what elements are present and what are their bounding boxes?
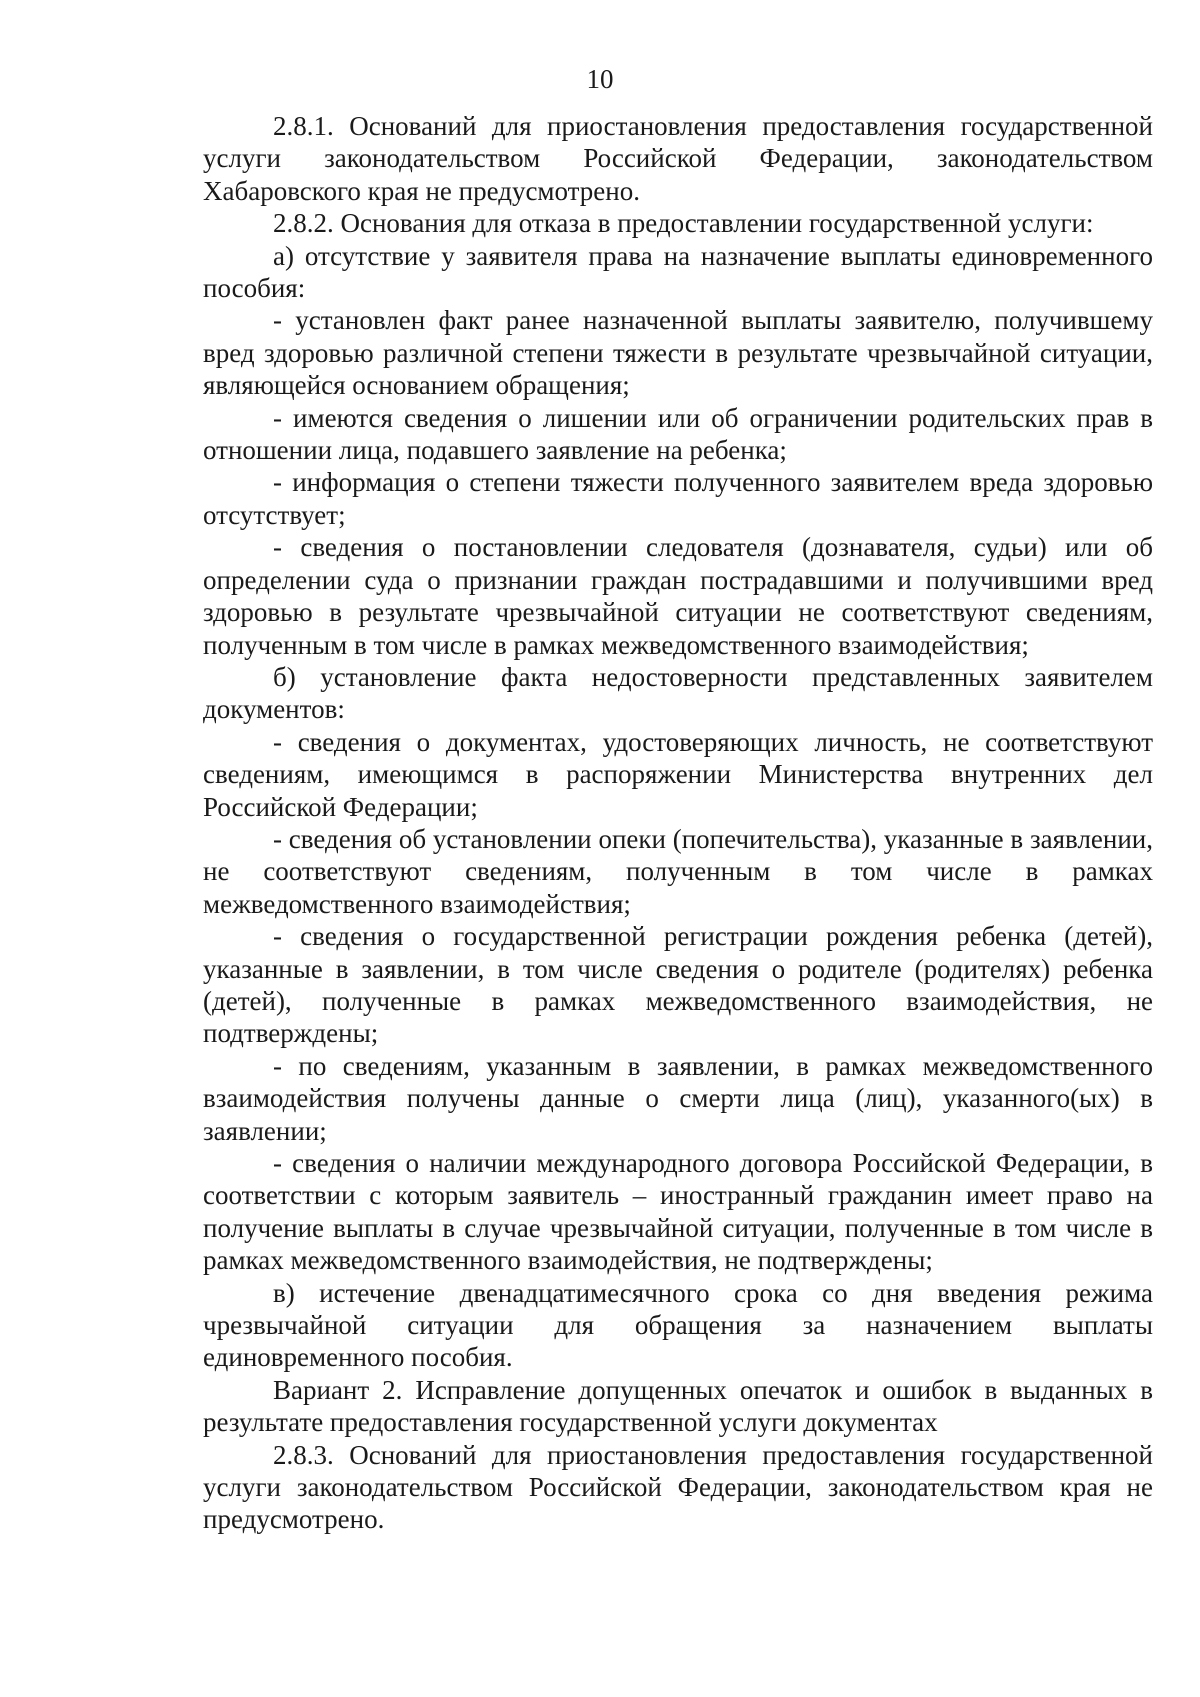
list-item: - информация о степени тяжести полученного заявителем вреда здоровью отсутствует;	[203, 467, 1153, 530]
paragraph-2-8-3: 2.8.3. Оснований для приостановления предоставления государственной услуги законодательством Российской Федерации, законодательством края не предусмотрено.	[203, 1439, 1153, 1535]
paragraph-2-8-1: 2.8.1. Оснований для приостановления предоставления государственной услуги законодательством Российской Федерации, законодательством Хабаровского края не предусмотрено.	[203, 111, 1153, 206]
paragraph-item-b: б) установление факта недостоверности представленных заявителем документов:	[203, 661, 1153, 725]
list-item: - сведения о государственной регистрации рождения ребенка (детей), указанные в заявлении, в том числе сведения о родителе (родителях) ребенка (детей), полученные в рамках межведомственного взаимодействия, не подтверждены;	[203, 921, 1153, 1049]
list-item: - установлен факт ранее назначенной выплаты заявителю, получившему вред здоровью различной степени тяжести в результате чрезвычайной ситуации, являющейся основанием обращения;	[203, 305, 1153, 401]
list-item: - имеются сведения о лишении или об ограничении родительских прав в отношении лица, подавшего заявление на ребенка;	[203, 402, 1153, 466]
paragraph-2-8-2: 2.8.2. Основания для отказа в предоставлении государственной услуги:	[273, 208, 1094, 239]
list-item: - сведения о постановлении следователя (дознавателя, судьи) или об определении суда о признании граждан пострадавшими и получившими вред здоровью в результате чрезвычайной ситуации не соответствуют сведениям, полученным в том числе в рамках межведомственного взаимодействия;	[203, 532, 1153, 660]
list-item: - сведения о документах, удостоверяющих личность, не соответствуют сведениям, имеющимся в распоряжении Министерства внутренних дел Российской Федерации;	[203, 726, 1153, 822]
paragraph-item-a: а) отсутствие у заявителя права на назначение выплаты единовременного пособия:	[203, 240, 1153, 304]
list-item: - сведения о наличии международного договора Российской Федерации, в соответствии с которым заявитель – иностранный гражданин имеет право на получение выплаты в случае чрезвычайной ситуации, полученные в том числе в рамках межведомственного взаимодействия, не подтверждены;	[203, 1148, 1153, 1276]
paragraph-item-v: в) истечение двенадцатимесячного срока со дня введения режима чрезвычайной ситуации для обращения за назначением выплаты единовременного пособия.	[203, 1277, 1153, 1373]
document-body	[203, 110, 1153, 1536]
variant-2-heading: Вариант 2. Исправление допущенных опечаток и ошибок в выданных в результате предоставления государственной услуги документах	[203, 1374, 1153, 1438]
page-number: 10	[586, 64, 614, 94]
list-item: - сведения об установлении опеки (попечительства), указанные в заявлении, не соответствуют сведениям, полученным в том числе в рамках межведомственного взаимодействия;	[203, 823, 1153, 919]
list-item: - по сведениям, указанным в заявлении, в рамках межведомственного взаимодействия получены данные о смерти лица (лиц), указанного(ых) в заявлении;	[203, 1050, 1153, 1146]
